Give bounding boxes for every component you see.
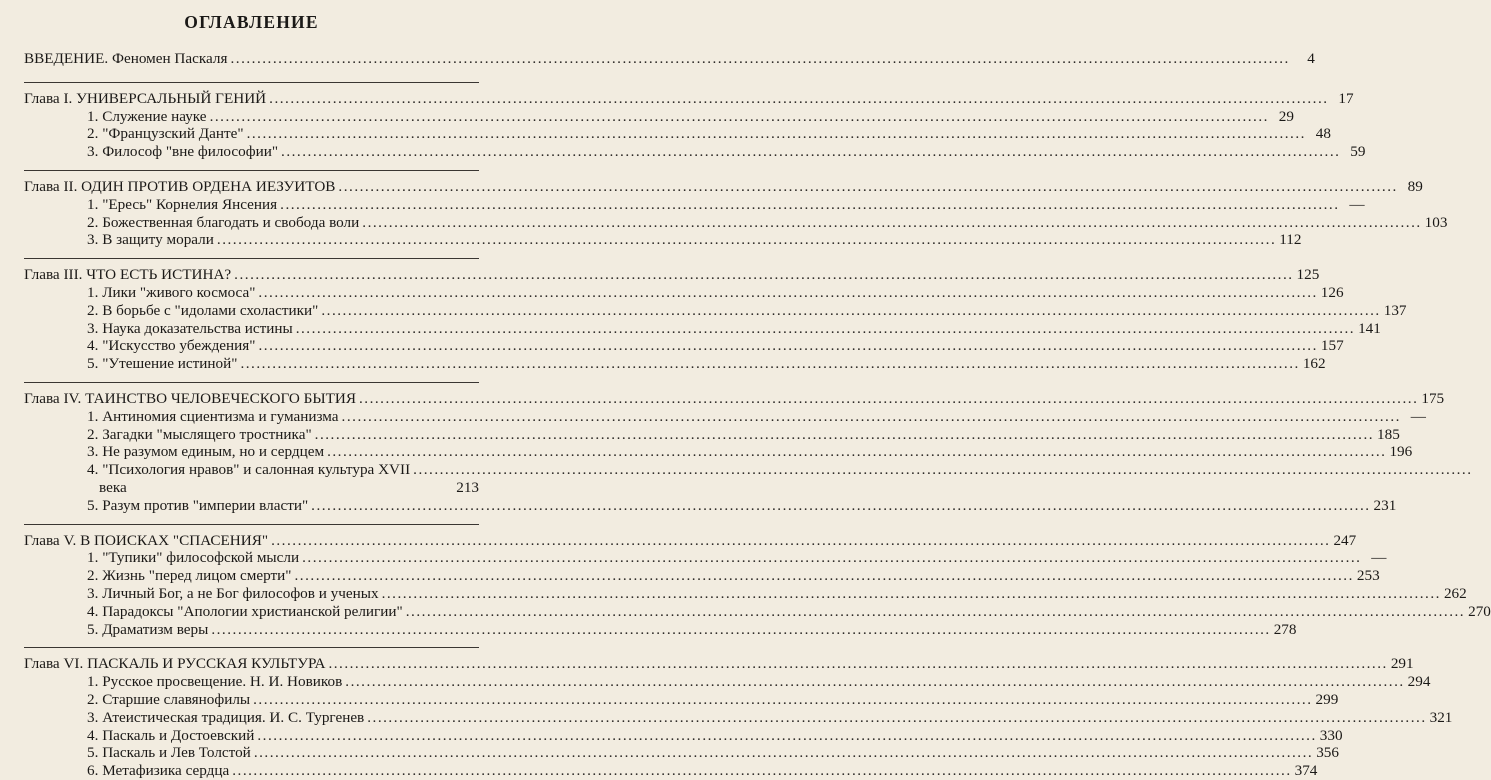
toc-page-number: 29 xyxy=(1278,107,1294,125)
dot-leader xyxy=(413,461,1472,479)
dot-leader xyxy=(321,302,1380,320)
toc-entry-text: 3. Атеистическая традиция. И. С. Тургенев xyxy=(87,708,365,726)
dot-leader xyxy=(342,408,1401,426)
toc-entry-text: 6. Метафизика сердца xyxy=(87,762,230,780)
toc-page-number: 247 xyxy=(1333,531,1357,549)
section-entry xyxy=(24,301,1407,320)
chapter-block xyxy=(24,382,1445,515)
section-entry xyxy=(24,584,1467,603)
section-entry xyxy=(24,355,1326,373)
dot-leader xyxy=(311,497,1370,515)
dot-leader xyxy=(315,426,1374,444)
toc-page-number: 4 xyxy=(1307,50,1315,67)
toc-page-number: — xyxy=(1410,407,1426,425)
section-entry xyxy=(24,744,1339,762)
section-entry xyxy=(24,283,1344,302)
dot-leader xyxy=(217,231,1276,249)
toc-entry-text: 1. Служение науке xyxy=(87,107,207,125)
dot-leader xyxy=(211,621,1270,639)
dot-leader xyxy=(296,320,1355,338)
toc-entry-text: Глава I. УНИВЕРСАЛЬНЫЙ ГЕНИЙ xyxy=(24,89,267,107)
toc-page-number: 175 xyxy=(1421,389,1445,407)
toc-entry-text: 4. Паскаль и Достоевский xyxy=(87,726,255,744)
toc-page-number: 89 xyxy=(1407,177,1423,195)
section-entry xyxy=(24,231,1302,249)
toc-entry-text: 2. "Французский Данте" xyxy=(87,125,244,143)
toc-page-number: 185 xyxy=(1377,425,1400,443)
dot-leader xyxy=(258,284,1317,302)
toc-page-number: 231 xyxy=(1373,496,1397,514)
toc-page-number: 253 xyxy=(1356,567,1380,585)
toc-page-number: 213 xyxy=(456,478,479,496)
dot-leader xyxy=(232,762,1291,780)
toc-entry-text: 2. Божественная благодать и свобода воли xyxy=(87,213,360,231)
section-entry xyxy=(24,407,1426,426)
toc-entry-text: 3. Не разумом единым, но и сердцем xyxy=(87,443,325,461)
toc-page-number: 157 xyxy=(1320,337,1344,355)
toc-entry-text: 1. "Ересь" Корнелия Янсения xyxy=(87,195,278,213)
toc-page-number: 125 xyxy=(1296,266,1320,284)
dot-leader xyxy=(359,390,1418,408)
toc-page-number: 299 xyxy=(1315,690,1339,708)
section-entry xyxy=(24,762,1318,780)
dot-leader xyxy=(240,355,1299,373)
section-entry xyxy=(24,461,479,479)
toc-entry-text: 3. Философ "вне философии" xyxy=(87,143,279,161)
section-entry xyxy=(24,567,1380,585)
section-entry xyxy=(24,125,1331,143)
section-entry xyxy=(24,319,1381,338)
toc-entry-text: 5. Драматизм веры xyxy=(87,620,209,638)
page-title: ОГЛАВЛЕНИЕ xyxy=(184,12,319,32)
toc-page-number: 141 xyxy=(1358,319,1381,337)
section-entry xyxy=(24,107,1294,126)
section-entry xyxy=(24,425,1400,444)
toc-entry-text: 2. Старшие славянофилы xyxy=(87,690,251,708)
toc-entry-text: века xyxy=(99,478,127,496)
dot-leader xyxy=(230,50,1289,68)
dot-leader xyxy=(259,337,1318,355)
toc-page-number: 356 xyxy=(1316,744,1339,762)
toc-page-number: 330 xyxy=(1319,726,1343,744)
chapter-block xyxy=(24,170,1448,249)
chapter-heading xyxy=(24,389,1445,408)
dot-leader xyxy=(257,727,1316,745)
section-entry xyxy=(24,443,1413,461)
dot-leader xyxy=(281,143,1340,161)
toc-page-number: 103 xyxy=(1424,213,1448,231)
toc-entry-text: Глава VI. ПАСКАЛЬ И РУССКАЯ КУЛЬТУРА xyxy=(24,655,326,673)
dot-leader xyxy=(338,178,1397,196)
toc-entry-text: Глава IV. ТАИНСТВО ЧЕЛОВЕЧЕСКОГО БЫТИЯ xyxy=(24,389,356,407)
toc-entry-text: 3. Личный Бог, а не Бог философов и ученых xyxy=(87,584,379,602)
toc-entry-text: 5. Паскаль и Лев Толстой xyxy=(87,744,251,762)
toc-entry-text: 3. Наука доказательства истины xyxy=(87,319,293,337)
dot-leader xyxy=(328,655,1387,673)
dot-leader xyxy=(269,90,1328,108)
toc-page-number: 17 xyxy=(1338,89,1354,107)
toc-entry-text: 1. Антиномия сциентизма и гуманизма xyxy=(87,407,339,425)
toc-page-number: 294 xyxy=(1407,673,1431,691)
toc-entry-text: 2. В борьбе с "идолами схоластики" xyxy=(87,301,319,319)
dot-leader xyxy=(234,266,1293,284)
dot-leader xyxy=(247,125,1306,143)
chapter-heading xyxy=(24,655,1414,673)
toc-entry-text: Глава III. ЧТО ЕСТЬ ИСТИНА? xyxy=(24,266,232,284)
dot-leader xyxy=(367,709,1426,727)
dot-leader xyxy=(382,585,1441,603)
chapter-heading xyxy=(24,266,1320,284)
chapter-heading xyxy=(24,531,1357,550)
section-entry xyxy=(24,673,1431,691)
section-entry xyxy=(24,337,1344,355)
toc-entry-text: ВВЕДЕНИЕ. Феномен Паскаля xyxy=(24,50,228,67)
section-entry xyxy=(24,620,1297,639)
toc-entry-text: 1. Лики "живого космоса" xyxy=(87,283,256,301)
toc-entry-text: 1. Русское просвещение. Н. И. Новиков xyxy=(87,673,343,691)
toc-entry-text: 2. Загадки "мыслящего тростника" xyxy=(87,425,312,443)
dot-leader xyxy=(210,108,1269,126)
toc-entry-text: 5. "Утешение истиной" xyxy=(87,355,238,373)
toc-page-number: 112 xyxy=(1279,231,1302,249)
section-entry xyxy=(24,708,1453,727)
toc-page-number: 270 xyxy=(1468,602,1491,620)
section-entry xyxy=(24,602,1491,621)
toc-page-number: — xyxy=(1371,549,1387,567)
section-entry xyxy=(24,213,1448,232)
dot-leader xyxy=(253,691,1312,709)
chapter-block xyxy=(24,258,1407,373)
toc-page-number: 374 xyxy=(1294,762,1318,780)
toc-page-number: 262 xyxy=(1443,584,1467,602)
toc-page-number: 291 xyxy=(1390,655,1414,673)
dot-leader xyxy=(295,567,1354,585)
dot-leader xyxy=(271,532,1330,550)
chapter-heading xyxy=(24,177,1423,196)
dot-leader xyxy=(254,744,1313,762)
dot-leader xyxy=(406,603,1465,621)
chapter-list xyxy=(24,82,1491,780)
chapter-block xyxy=(24,524,1491,639)
toc-entry-text: 4. "Искусство убеждения" xyxy=(87,337,256,355)
toc-page-number: 126 xyxy=(1320,283,1344,301)
toc-entry-text: Глава V. В ПОИСКАХ "СПАСЕНИЯ" xyxy=(24,531,269,549)
section-entry xyxy=(24,496,1397,515)
toc-page-number: 48 xyxy=(1315,125,1331,143)
section-entry xyxy=(24,690,1339,709)
chapter-block xyxy=(24,82,1366,161)
toc-page-number: 162 xyxy=(1302,355,1326,373)
toc-page-number: 137 xyxy=(1383,301,1407,319)
toc-entry-text: 3. В защиту морали xyxy=(87,231,214,249)
toc-intro-line xyxy=(24,50,1315,68)
dot-leader xyxy=(302,549,1361,567)
section-entry xyxy=(24,479,479,497)
dot-leader xyxy=(362,214,1421,232)
toc-page-number: 278 xyxy=(1273,620,1297,638)
toc-page-number: — xyxy=(1349,195,1365,213)
toc-entry-text: Глава II. ОДИН ПРОТИВ ОРДЕНА ИЕЗУИТОВ xyxy=(24,177,336,195)
toc-entry-text: 1. "Тупики" философской мысли xyxy=(87,549,300,567)
toc-page-number: 59 xyxy=(1350,143,1366,161)
chapter-heading xyxy=(24,89,1354,108)
toc-entry-text: 4. "Психология нравов" и салонная культура XVII xyxy=(87,461,411,479)
toc-entry-text: 4. Парадоксы "Апологии христианской религии" xyxy=(87,602,403,620)
dot-leader xyxy=(327,443,1386,461)
section-entry xyxy=(24,549,1387,567)
toc-entry-text: 2. Жизнь "перед лицом смерти" xyxy=(87,567,292,585)
toc-page-number: 196 xyxy=(1389,443,1413,461)
section-entry xyxy=(24,143,1366,161)
toc-entry-text: 5. Разум против "империи власти" xyxy=(87,496,309,514)
dot-leader xyxy=(280,196,1339,214)
chapter-block xyxy=(24,647,1453,780)
dot-leader xyxy=(345,673,1404,691)
toc-page-number: 321 xyxy=(1429,708,1453,726)
section-entry xyxy=(24,726,1343,745)
section-entry xyxy=(24,195,1365,214)
